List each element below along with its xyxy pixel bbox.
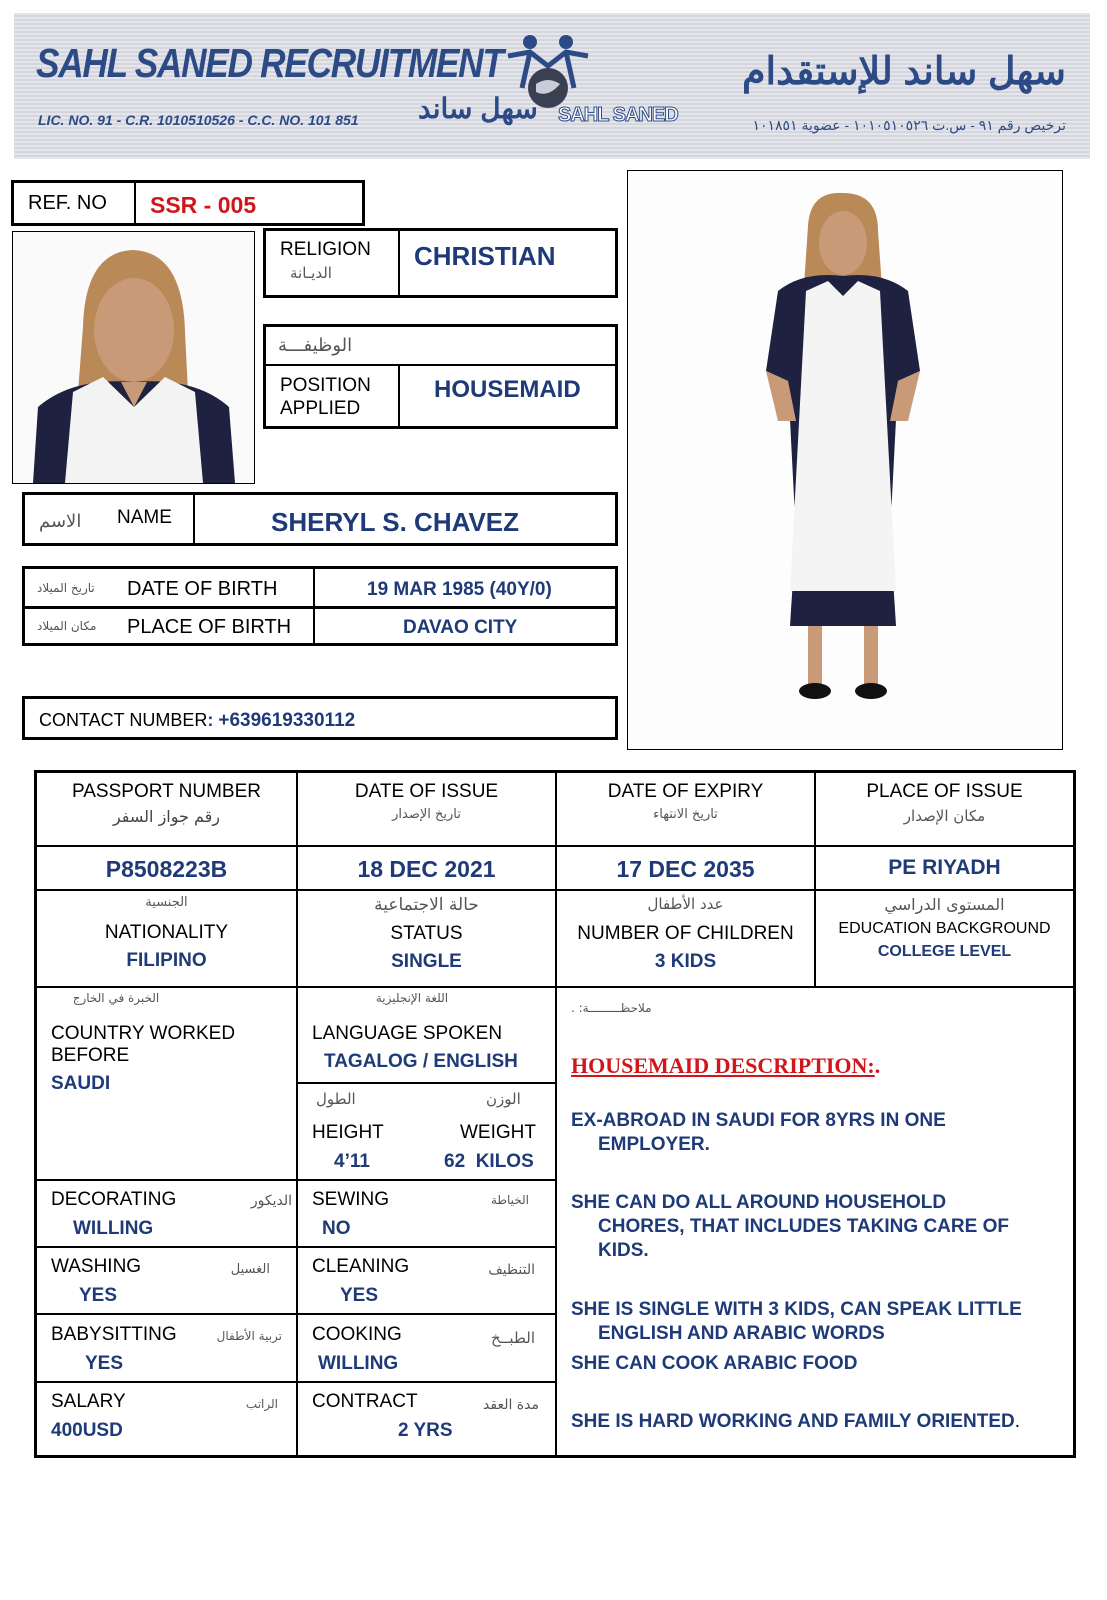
description-paragraph-3: SHE IS SINGLE WITH 3 KIDS, CAN SPEAK LITTLE ENGLISH AND ARABIC WORDS (571, 1299, 1022, 1344)
dob-label: DATE OF BIRTH (127, 578, 278, 600)
pob-label-ar: مكان الميلاد (37, 619, 97, 633)
pob-label: PLACE OF BIRTH (127, 616, 292, 638)
position-label-ar: الوظيفـــة (278, 335, 353, 356)
description-paragraph-2: SHE CAN DO ALL AROUND HOUSEHOLD CHORES, THAT INCLUDES TAKING CARE OF KIDS. (571, 1192, 1009, 1261)
skill-cooking: COOKING الطبــخ WILLING (312, 1324, 535, 1374)
skill-washing: WASHING الغسيل YES (51, 1256, 270, 1306)
religion-box (263, 228, 618, 298)
portrait-icon (13, 232, 254, 483)
full-body-photo (627, 170, 1063, 750)
skill-decorating: DECORATING الديكور WILLING (51, 1189, 292, 1239)
education-cell: المستوى الدراسي EDUCATION BACKGROUND COLLEGE LEVEL (838, 895, 1051, 960)
place-of-issue-value: PE RIYADH (888, 856, 1001, 879)
contact-box (22, 696, 618, 740)
place-of-issue-header: PLACE OF ISSUE مكان الإصدار (866, 781, 1023, 825)
license-ar: ترخيص رقم ٩١ - س.ت ١٠١٠٥١٠٥٢٦ - عضوية ١٠١٨٥١ (752, 117, 1066, 133)
name-value: SHERYL S. CHAVEZ (271, 507, 520, 537)
ref-box (11, 180, 365, 226)
position-value: HOUSEMAID (434, 376, 581, 403)
letterhead-banner (14, 13, 1090, 159)
date-of-expiry-value: 17 DEC 2035 (616, 856, 755, 882)
description-heading-suffix: . (874, 1053, 881, 1078)
details-table (34, 770, 1076, 1458)
country-worked-cell: الخبرة في الخارج COUNTRY WORKED BEFORE SAUDI (51, 991, 236, 1094)
description-heading: HOUSEMAID DESCRIPTION: (571, 1053, 875, 1078)
company-logo (418, 26, 680, 134)
position-box (263, 324, 618, 429)
pob-value: DAVAO CITY (403, 617, 518, 638)
ref-label: REF. NO (28, 192, 107, 214)
nationality-cell: الجنسية NATIONALITY FILIPINO (104, 895, 229, 971)
date-of-issue-value: 18 DEC 2021 (357, 856, 496, 882)
name-label-ar: الاسم (39, 511, 82, 532)
passport-number-header: PASSPORT NUMBER رقم جواز السفر (72, 781, 261, 826)
skill-sewing: SEWING الخياطة NO (312, 1189, 529, 1239)
height-value: 4’11 (334, 1151, 370, 1172)
remarks-label-ar: ملاحظـــــــــة: . (571, 1001, 652, 1015)
description-paragraph-1: EX-ABROAD IN SAUDI FOR 8YRS IN ONE EMPLOYER. (571, 1110, 946, 1155)
religion-value: CHRISTIAN (414, 241, 556, 271)
date-of-issue-header: DATE OF ISSUE تاريخ الإصدار (354, 781, 499, 822)
skill-babysitting: BABYSITTING تربية الأطفال YES (51, 1324, 282, 1374)
contract-cell: CONTRACT مدة العقد 2 YRS (312, 1391, 539, 1441)
full-body-icon (628, 171, 1062, 749)
weight-label: WEIGHT (460, 1122, 536, 1143)
description-paragraph-4: SHE CAN COOK ARABIC FOOD (571, 1353, 858, 1374)
contact-colon: : (207, 710, 214, 730)
company-name-en: SAHL SANED RECRUITMENT (36, 40, 503, 86)
remarks-panel (571, 995, 1071, 1455)
dob-label-ar: تاريخ الميلاد (37, 581, 95, 595)
salary-cell: SALARY الراتب 400USD (51, 1391, 278, 1441)
contact-label: CONTACT NUMBER (39, 710, 208, 730)
logo-text-ar: سهل ساند (418, 93, 538, 124)
height-weight-cell (298, 1086, 555, 1179)
company-name-ar: سهل ساند للإستقدام (741, 51, 1066, 93)
weight-value: 62 KILOS (444, 1151, 534, 1172)
name-label: NAME (117, 507, 172, 528)
portrait-photo (12, 231, 255, 484)
name-box (22, 492, 618, 546)
passport-number-value: P8508223B (105, 856, 228, 882)
description-paragraph-5: SHE IS HARD WORKING AND FAMILY ORIENTED. (571, 1411, 1020, 1432)
license-en: LIC. NO. 91 - C.R. 1010510526 - C.C. NO. 101 851 (38, 112, 359, 128)
status-cell: حالة الاجتماعية STATUS SINGLE (374, 895, 479, 972)
language-cell: اللغة الإنجليزية LANGUAGE SPOKEN TAGALOG / ENGLISH (312, 991, 518, 1072)
children-cell: عدد الأطفال NUMBER OF CHILDREN 3 KIDS (577, 895, 794, 972)
position-label-1: POSITION (280, 375, 371, 396)
birth-box (22, 566, 618, 646)
logo-text-en: SAHL SANED (558, 104, 678, 126)
dob-value: 19 MAR 1985 (40Y/0) (367, 579, 552, 600)
height-label-ar: الطول (316, 1090, 356, 1108)
religion-label-ar: الديـانة (290, 264, 332, 282)
contact-value: +639619330112 (218, 710, 356, 731)
weight-label-ar: الوزن (486, 1090, 521, 1108)
ref-value: SSR - 005 (150, 192, 257, 218)
position-label-2: APPLIED (280, 398, 361, 419)
skill-cleaning: CLEANING التنظيف YES (312, 1256, 535, 1306)
height-label: HEIGHT (312, 1122, 384, 1143)
date-of-expiry-header: DATE OF EXPIRY تاريخ الانتهاء (607, 781, 764, 822)
religion-label: RELIGION (280, 239, 371, 260)
